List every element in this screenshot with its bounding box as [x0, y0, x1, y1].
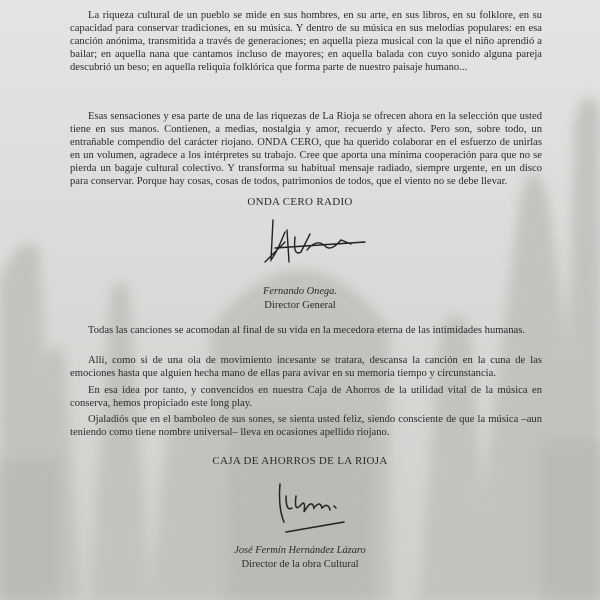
signer-name-2: José Fermín Hernández Lázaro	[234, 545, 366, 556]
paragraph-4: Allí, como si de una ola de movimiento incesante se tratara, descansa la canción en la cuna de las emociones hasta que alguien hecha mano de ellas para avivar en su memoria tiempo y circunstancia.	[70, 355, 542, 379]
signature-hernandez-lazaro	[272, 478, 352, 538]
signature-fernando-onega	[255, 212, 375, 272]
signer-title-1: Director General	[264, 300, 336, 311]
paragraph-2: Esas sensaciones y esa parte de una de las riquezas de La Rioja se ofrecen ahora en la selección que usted tiene en sus manos. Contienen, a medias, nostalgia y amor, recuerdo y afecto. Pero son, sobre todo, un entrañable compendio del carácter riojano. ONDA CERO, que ha querido colaborar en el esfuerzo de unirlas en un volumen, agradece a los intérpretes su trabajo. Cree que aporta una mínima cooperación para que no se pierda un bagaje cultural colectivo. Y transforma su habitual mensaje radiado, siempre urgente, en un disco para conservar. Porque hay cosas, cosas de todos, patrimonios de todos, que el viento no se debe llevar.	[70, 111, 542, 187]
caja-rioja-org: CAJA DE AHORROS DE LA RIOJA	[212, 455, 388, 467]
signer-title-2: Director de la obra Cultural	[241, 559, 359, 570]
paragraph-6: Ojaladiós que en el bamboleo de sus sones, se sienta usted feliz, siendo consciente de que la música –aun teniendo como tiene nombre universal– lleva en ocasiones apellido riojano.	[70, 414, 542, 438]
paragraph-1: La riqueza cultural de un pueblo se mide en sus hombres, en su arte, en sus libros, en su folklore, en su capacidad para conservar tradiciones, en su música. Y dentro de su música en sus melodías populares: en esa canción anónima, transmitida a través de generaciones; en aquella pieza musical con la que el niño aprendió a bailar; en aquella nana que cantamos incluso de mayores; en aquella balada con cuyo sonido alguna pareja descubrió un beso; en aquella reliquia folklórica que forma parte de nuestro paisaje humano...	[70, 10, 542, 73]
signer-name-1: Fernando Onega.	[263, 286, 337, 297]
paragraph-3: Todas las canciones se acomodan al final de su vida en la mecedora eterna de las intimidades humanas.	[88, 325, 525, 336]
paragraph-5: En esa idea por tanto, y convencidos en nuestra Caja de Ahorros de la utilidad vital de la música en conserva, hemos propiciado este long play.	[70, 385, 542, 409]
onda-cero-org: ONDA CERO RADIO	[247, 196, 353, 208]
